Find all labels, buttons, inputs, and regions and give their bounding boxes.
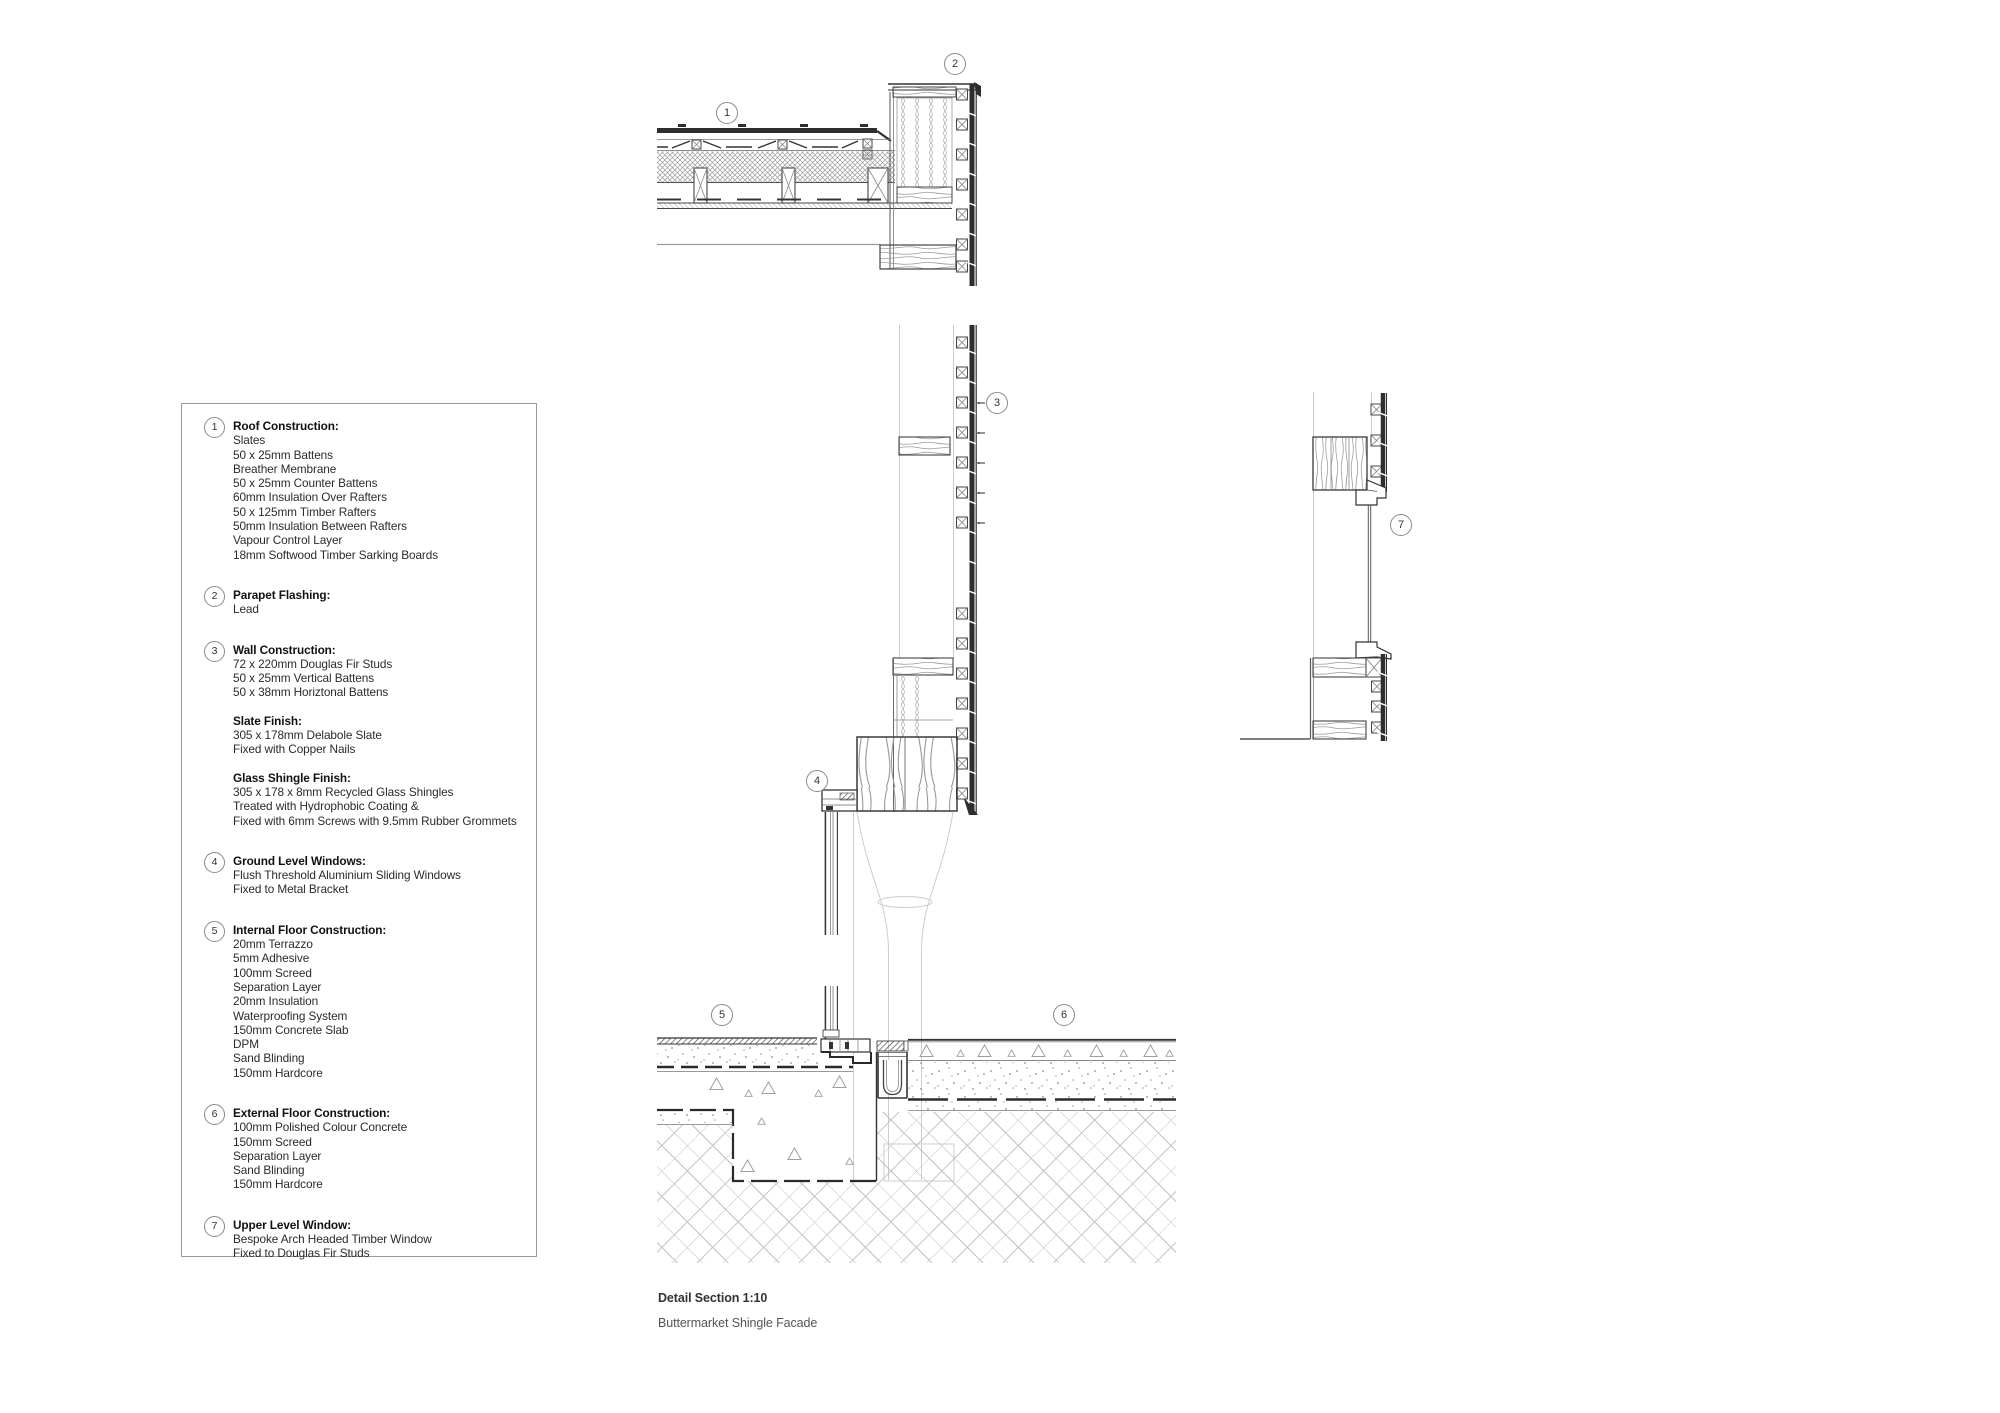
legend-item-5 bbox=[204, 923, 526, 1080]
legend-item-7 bbox=[204, 1218, 526, 1261]
callout-4: 4 bbox=[806, 770, 828, 792]
legend-line: 305 x 178 x 8mm Recycled Glass Shingles bbox=[233, 784, 454, 799]
legend-line: 5mm Adhesive bbox=[233, 951, 310, 966]
timber-plate bbox=[1313, 721, 1366, 739]
legend-subsection bbox=[233, 714, 517, 757]
parapet-top-plate bbox=[893, 87, 956, 97]
legend-item-6 bbox=[204, 1106, 526, 1192]
legend-line: 20mm Insulation bbox=[233, 994, 319, 1009]
external-sand-blinding bbox=[908, 1101, 1176, 1110]
legend-line: 150mm Hardcore bbox=[233, 1065, 323, 1080]
legend-line: Bespoke Arch Headed Timber Window bbox=[233, 1232, 432, 1247]
parapet-detail bbox=[880, 82, 981, 286]
legend-subsection bbox=[233, 771, 517, 828]
legend-line: 50 x 25mm Counter Battens bbox=[233, 476, 378, 491]
callout-2: 2 bbox=[944, 53, 966, 75]
legend-line: 18mm Softwood Timber Sarking Boards bbox=[233, 547, 439, 562]
parapet-insulation bbox=[897, 98, 952, 187]
sarking-boards bbox=[657, 203, 952, 209]
legend-line: 100mm Screed bbox=[233, 965, 312, 980]
legend-line: Separation Layer bbox=[233, 979, 322, 994]
legend-line: DPM bbox=[233, 1037, 259, 1052]
legend-item-title: Ground Level Windows: bbox=[233, 853, 366, 868]
legend-number-badge: 7 bbox=[204, 1216, 225, 1237]
legend-item-2 bbox=[204, 588, 526, 617]
legend-item-title: Upper Level Window: bbox=[233, 1217, 351, 1232]
roof-slates bbox=[657, 128, 877, 133]
callout-1: 1 bbox=[716, 102, 738, 124]
legend-line: Breather Membrane bbox=[233, 461, 337, 476]
legend-line: 50 x 38mm Horiztonal Battens bbox=[233, 685, 389, 700]
legend-item-text bbox=[233, 588, 330, 617]
drawing-subtitle: Buttermarket Shingle Facade bbox=[658, 1316, 818, 1330]
legend-line: Lead bbox=[233, 602, 259, 617]
legend-line: 50 x 25mm Vertical Battens bbox=[233, 671, 374, 686]
legend-item-1 bbox=[204, 419, 526, 562]
timber-noggin bbox=[893, 658, 953, 675]
drawing-title: Detail Section 1:10 bbox=[658, 1291, 768, 1305]
legend-line: Fixed to Douglas Fir Studs bbox=[233, 1246, 370, 1261]
wall-detail bbox=[857, 325, 985, 815]
legend-number-badge: 2 bbox=[204, 586, 225, 607]
timber-sill bbox=[1313, 658, 1366, 677]
legend-line: 150mm Hardcore bbox=[233, 1177, 323, 1192]
legend-number-badge: 6 bbox=[204, 1104, 225, 1125]
legend-item-title: Parapet Flashing: bbox=[233, 587, 331, 602]
legend-line: 50mm Insulation Between Rafters bbox=[233, 519, 407, 534]
threshold-detail bbox=[821, 1039, 908, 1098]
timber-window-head bbox=[1313, 437, 1367, 490]
legend-line: 50 x 125mm Timber Rafters bbox=[233, 504, 377, 519]
window-frame-sill bbox=[1356, 642, 1391, 659]
stud-insulation bbox=[898, 675, 928, 737]
callout-3: 3 bbox=[986, 392, 1008, 414]
legend-number-badge: 1 bbox=[204, 417, 225, 438]
legend-line: 100mm Polished Colour Concrete bbox=[233, 1120, 408, 1135]
legend-line: Treated with Hydrophobic Coating & bbox=[233, 799, 419, 814]
parapet-timber-block bbox=[880, 245, 956, 269]
upper-window-detail bbox=[1240, 392, 1391, 741]
callout-7: 7 bbox=[1390, 514, 1412, 536]
legend-subsection-title: Glass Shingle Finish: bbox=[233, 770, 351, 785]
legend-item-text bbox=[233, 854, 461, 897]
legend-item-text bbox=[233, 643, 517, 828]
legend-line: 72 x 220mm Douglas Fir Studs bbox=[233, 656, 393, 671]
legend-box bbox=[181, 403, 537, 1261]
hardcore-fill bbox=[657, 1112, 1176, 1263]
legend-line: Slates bbox=[233, 433, 266, 448]
legend-line: 20mm Terrazzo bbox=[233, 937, 313, 952]
floor-detail bbox=[657, 1038, 1176, 1263]
legend-item-title: External Floor Construction: bbox=[233, 1105, 391, 1120]
legend-line: 150mm Concrete Slab bbox=[233, 1022, 349, 1037]
legend-item-title: Roof Construction: bbox=[233, 419, 339, 433]
timber-lintel bbox=[857, 737, 957, 811]
legend-line: Fixed with Copper Nails bbox=[233, 742, 356, 757]
legend-line: Fixed with 6mm Screws with 9.5mm Rubber Grommets bbox=[233, 813, 517, 828]
legend-item-title: Wall Construction: bbox=[233, 642, 336, 657]
legend-item-title: Internal Floor Construction: bbox=[233, 922, 387, 937]
legend-line: 50 x 25mm Battens bbox=[233, 447, 333, 462]
terrazzo bbox=[657, 1038, 817, 1044]
legend-number-badge: 4 bbox=[204, 852, 225, 873]
legend-item-text bbox=[233, 419, 438, 562]
legend-line: Separation Layer bbox=[233, 1148, 322, 1163]
window-glazing bbox=[1368, 505, 1370, 643]
screed bbox=[657, 1045, 823, 1066]
legend-line: Waterproofing System bbox=[233, 1008, 348, 1023]
legend-item-3 bbox=[204, 643, 526, 828]
legend-line: 60mm Insulation Over Rafters bbox=[233, 490, 387, 505]
window-glazing bbox=[823, 812, 839, 1039]
legend-line: Fixed to Metal Bracket bbox=[233, 882, 349, 897]
legend-subsection-title: Slate Finish: bbox=[233, 713, 302, 728]
sand-blinding bbox=[657, 1113, 733, 1123]
legend-number-badge: 5 bbox=[204, 921, 225, 942]
legend-item-text bbox=[233, 1106, 407, 1192]
legend-item-4 bbox=[204, 854, 526, 897]
legend-line: Sand Blinding bbox=[233, 1051, 305, 1066]
roof-insulation bbox=[657, 152, 895, 183]
callout-5: 5 bbox=[711, 1004, 733, 1026]
legend-line: Sand Blinding bbox=[233, 1163, 305, 1178]
legend-line: 305 x 178mm Delabole Slate bbox=[233, 728, 382, 743]
legend-line: Vapour Control Layer bbox=[233, 533, 343, 548]
legend-item-text bbox=[233, 923, 386, 1080]
timber-noggin bbox=[899, 437, 950, 455]
parapet-plate bbox=[897, 187, 952, 203]
legend-line: Flush Threshold Aluminium Sliding Windows bbox=[233, 868, 461, 883]
external-screed bbox=[908, 1062, 1176, 1098]
callout-6: 6 bbox=[1053, 1004, 1075, 1026]
legend-number-badge: 3 bbox=[204, 641, 225, 662]
legend-line: 150mm Screed bbox=[233, 1134, 312, 1149]
legend-item-text bbox=[233, 1218, 432, 1261]
